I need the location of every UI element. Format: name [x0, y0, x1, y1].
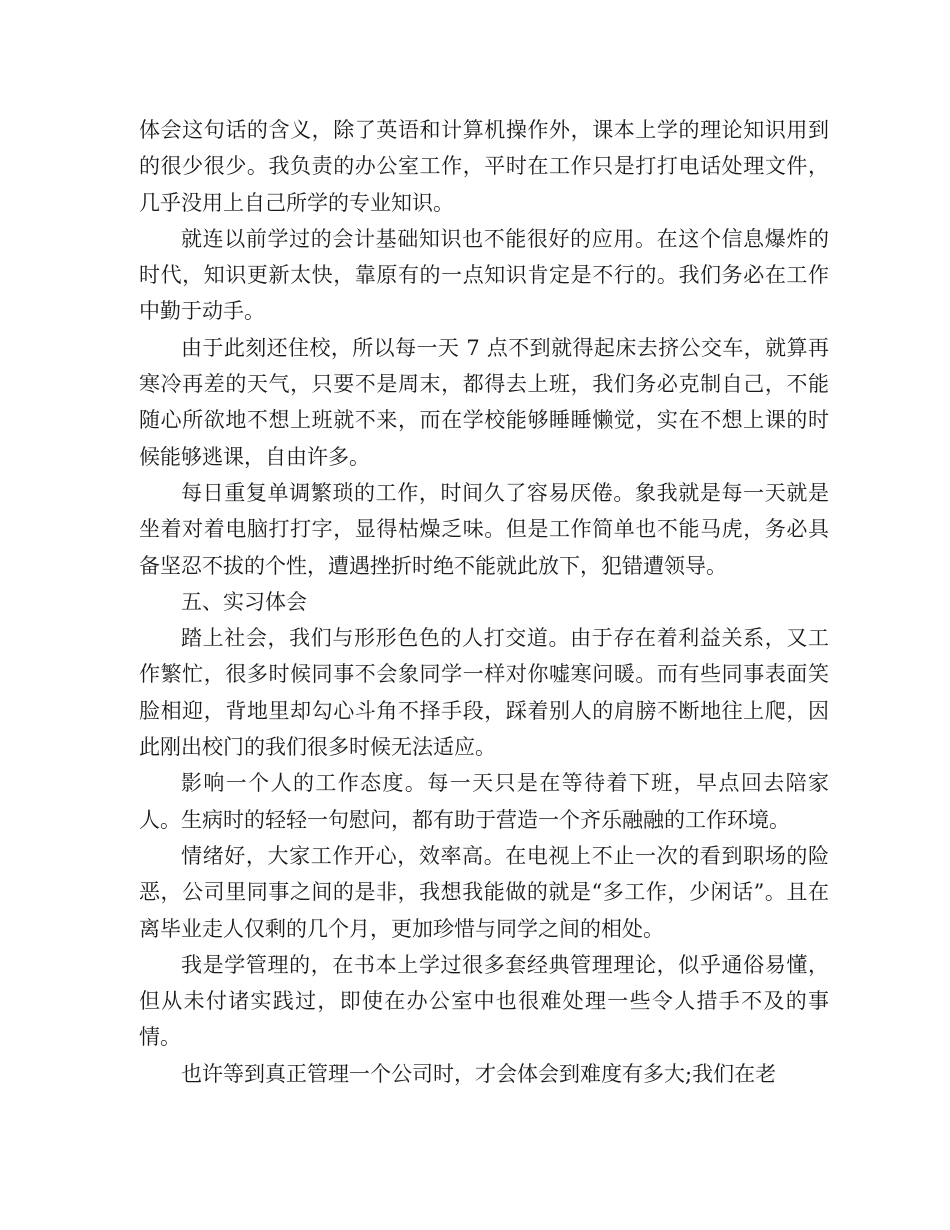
paragraph-9: 我是学管理的，在书本上学过很多套经典管理理论，似乎通俗易懂，但从未付诸实践过，即使在办公室中也很难处理一些令人措手不及的事情。 — [139, 952, 829, 1050]
paragraph-6: 踏上社会，我们与形形色色的人打交道。由于存在着利益关系，又工作繁忙，很多时候同事不会象同学一样对你嘘寒问暖。而有些同事表面笑脸相迎，背地里却勾心斗角不择手段，踩着别人的肩膀不断地往上爬，因此刚出校门的我们很多时候无法适应。 — [139, 626, 829, 760]
paragraph-1: 体会这句话的含义，除了英语和计算机操作外，课本上学的理论知识用到的很少很少。我负责的办公室工作，平时在工作只是打打电话处理文件，几乎没用上自己所学的专业知识。 — [139, 118, 829, 215]
paragraph-3: 由于此刻还住校，所以每一天 7 点不到就得起床去挤公交车，就算再寒冷再差的天气，只要不是周末，都得去上班，我们务必克制自己，不能随心所欲地不想上班就不来，而在学校能够睡睡懒觉，实在不想上课的时候能够逃课，自由许多。 — [139, 335, 829, 469]
section-heading: 五、实习体会 — [181, 589, 307, 614]
paragraph-8: 情绪好，大家工作开心，效率高。在电视上不止一次的看到职场的险恶，公司里同事之间的是非，我想我能做的就是“多工作，少闲话”。且在离毕业走人仅剩的几个月，更加珍惜与同学之间的相处。 — [139, 843, 829, 941]
paragraph-7: 影响一个人的工作态度。每一天只是在等待着下班，早点回去陪家人。生病时的轻轻一句慰问，都有助于营造一个齐乐融融的工作环境。 — [139, 771, 829, 832]
paragraph-10: 也许等到真正管理一个公司时，才会体会到难度有多大;我们在老 — [181, 1061, 777, 1086]
paragraph-2: 就连以前学过的会计基础知识也不能很好的应用。在这个信息爆炸的时代，知识更新太快，靠原有的一点知识肯定是不行的。我们务必在工作中勤于动手。 — [139, 226, 829, 324]
paragraph-4: 每日重复单调繁琐的工作，时间久了容易厌倦。象我就是每一天就是坐着对着电脑打打字，显得枯燥乏味。但是工作简单也不能马虎，务必具备坚忍不拔的个性，遭遇挫折时绝不能就此放下，犯错遭领导。 — [139, 480, 829, 578]
document-body — [139, 112, 829, 1092]
